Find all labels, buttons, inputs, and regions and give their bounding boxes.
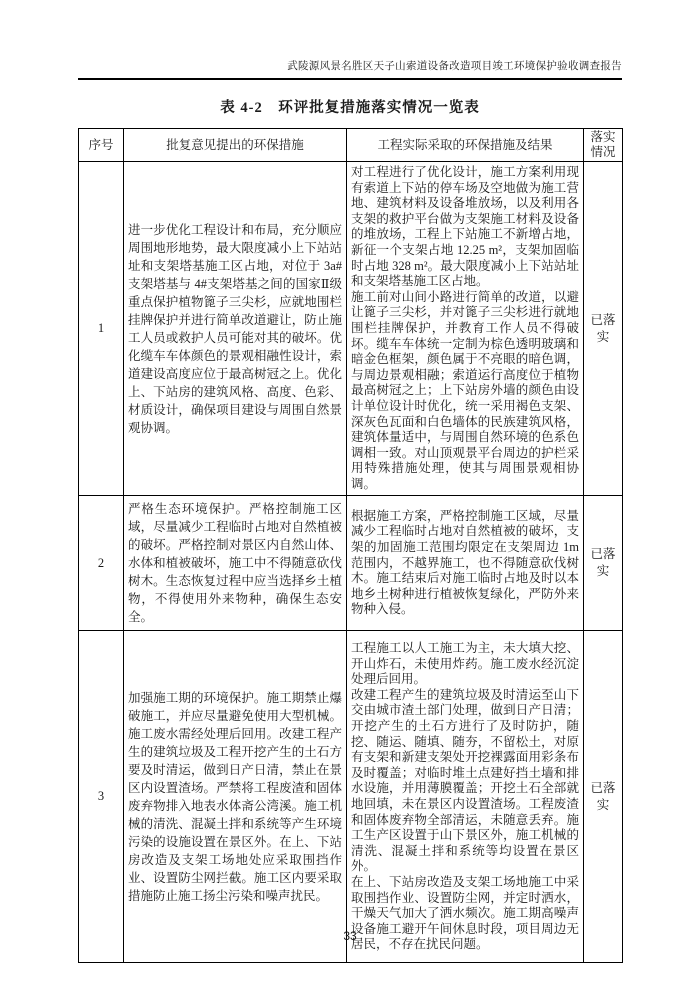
row1-result-paragraph: 施工前对山间小路进行简单的改道，以避让篦子三尖杉，并对篦子三尖杉进行就地围栏挂牌保护，并教育工作人员不得破坏。缆车车体统一定制为棕色透明玻璃和暗金色框架，颜色属于不亮眼的暗色调，与周边景观相融；索道运行高度位于植物最高树冠之上；上下站房外墙的颜色由设计单位设计时优化，统一采用褐色支架、深灰色瓦面和白色墙体的民族建筑风格，建筑体量适中，与周围自然环境的色系色调相一致。对山顶观景平台周边的护栏采用特殊措施处理，使其与周围景观相协调。 [351, 289, 579, 491]
header-status: 落实情况 [584, 129, 623, 162]
table-header-row [79, 129, 623, 162]
row3-result [347, 631, 584, 963]
header-seq: 序号 [79, 129, 124, 162]
table-row [79, 631, 623, 963]
row1-measure: 进一步优化工程设计和布局，充分顺应周围地形地势，最大限度减小上下站站址和支架塔基施工区占地，对位于 3a#支架塔基与 4#支架塔基之间的国家Ⅱ级重点保护植物篦子三尖杉，应就地围栏挂牌保护并进行简单改道避让，防止施工人员或救护人员可能对其的破坏。优化缆车车体颜色的景观相融性设计，索道建设高度应位于最高树冠之上。优化上、下站房的建筑风格、高度、色彩、材质设计，确保项目建设与周围自然景观协调。 [124, 162, 347, 496]
row3-status: 已落实 [584, 631, 623, 963]
row2-status: 已落实 [584, 496, 623, 631]
row2-result-paragraph: 根据施工方案，严格控制施工区域，尽量减少工程临时占地对自然植被的破坏，支架的加固施工范围均限定在支架周边 1m 范围内，不越界施工，也不得随意砍伐树木。施工结束后对施工临时占地及时以本地乡土树种进行植被恢复绿化，严防外来物种入侵。 [351, 508, 579, 617]
row1-result [347, 162, 584, 496]
table-row [79, 496, 623, 631]
header-result: 工程实际采取的环保措施及结果 [347, 129, 584, 162]
page-number: 33 [343, 929, 357, 943]
table-title: 表 4-2 环评批复措施落实情况一览表 [220, 100, 480, 116]
row3-seq: 3 [79, 631, 124, 963]
row1-status: 已落实 [584, 162, 623, 496]
running-head: 武陵源风景名胜区天子山索道设备改造项目竣工环境保护验收调查报告 [78, 58, 622, 80]
row2-measure: 严格生态环境保护。严格控制施工区域，尽量减少工程临时占地对自然植被的破坏。严格控制对景区内自然山体、水体和植被破坏，施工中不得随意砍伐树木。生态恢复过程中应当选择乡土植物，不得使用外来物种，确保生态安全。 [124, 496, 347, 631]
row1-result-paragraph: 对工程进行了优化设计，施工方案利用现有索道上下站的停车场及空地做为施工营地、建筑材料及设备堆放场，以及利用各支架的救护平台做为支架施工材料及设备的堆放场，工程上下站施工不新增占地，新征一个支架占地 12.25 m²，支架加固临时占地 328 m²。最大限度减小上下站站址和支架塔基施工区占地。 [351, 165, 579, 289]
review-table [78, 128, 623, 963]
row3-result-paragraph: 工程施工以人工施工为主，未大填大挖、开山炸石，未使用炸药。施工废水经沉淀处理后回用。 [351, 641, 579, 687]
row2-seq: 2 [79, 496, 124, 631]
table-row [79, 162, 623, 496]
row1-seq: 1 [79, 162, 124, 496]
header-measure: 批复意见提出的环保措施 [124, 129, 347, 162]
row2-result [347, 496, 584, 631]
row3-measure: 加强施工期的环境保护。施工期禁止爆破施工，并应尽量避免使用大型机械。施工废水需经处理后回用。改建工程产生的建筑垃圾及工程开挖产生的土石方要及时清运，做到日产日清，禁止在景区内设置渣场。严禁将工程废渣和固体废弃物排入地表水体斋公湾溪。施工机械的清洗、混凝土拌和系统等产生环境污染的设施设置在景区外。在上、下站房改造及支架工场地处应采取围挡作业、设置防尘网拦截。施工区内要采取措施防止施工扬尘污染和噪声扰民。 [124, 631, 347, 963]
row3-result-paragraph: 改建工程产生的建筑垃圾及时清运至山下交由城市渣土部门处理，做到日产日清；开挖产生的土石方进行了及时防护，随挖、随运、随填、随夯，不留松土，对原有支架和新建支架处开挖裸露面用彩条布及时覆盖；对临时堆土点建好挡土墙和排水设施，并用薄膜覆盖；开挖土石全部就地回填，未在景区内设置渣场。工程废渣和固体废弃物全部清运，未随意丢弃。施工生产区设置于山下景区外，施工机械的清洗、混凝土拌和系统等均设置在景区外。 [351, 687, 579, 874]
row3-result-paragraph: 在上、下站房改造及支架工场地施工中采取围挡作业、设置防尘网，并定时洒水，干燥天气加大了洒水频次。施工期高噪声设备施工避开午间休息时段，项目周边无居民，不存在扰民问题。 [351, 874, 579, 952]
